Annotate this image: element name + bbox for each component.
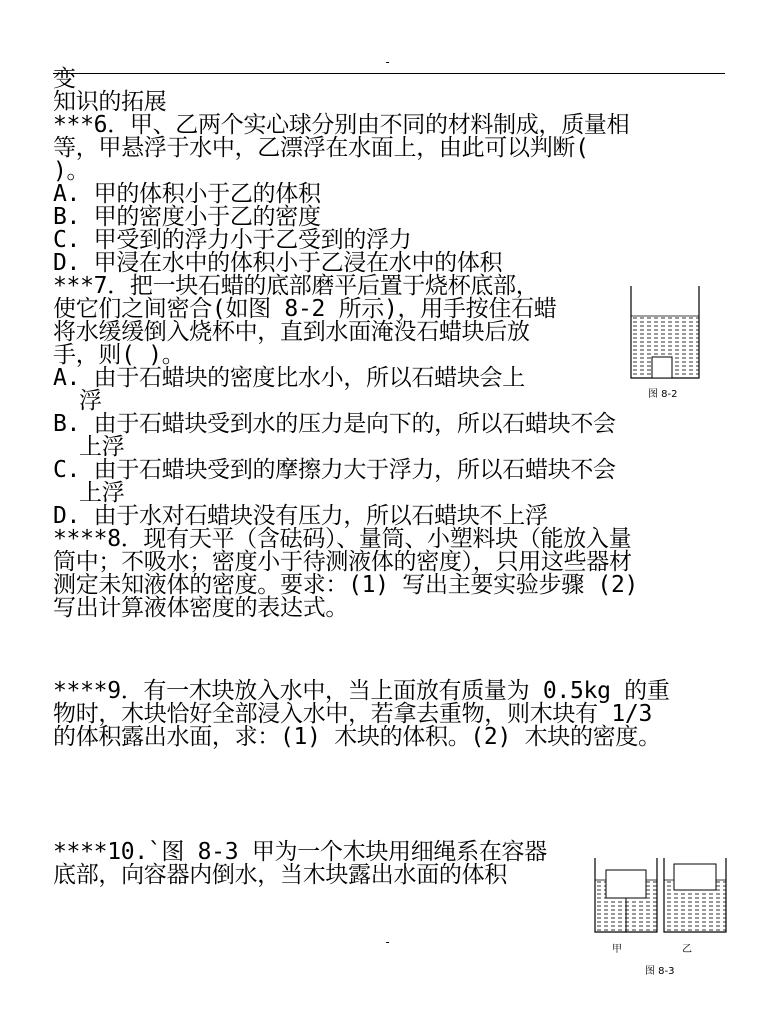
question-7-stem: 手，则( )。 xyxy=(53,342,185,368)
question-7-stem: 将水缓缓倒入烧杯中，直到水面淹没石蜡块后放 xyxy=(53,319,530,345)
question-8-stem: ****8．现有天平（含砝码）、量筒、小塑料块（能放入量 xyxy=(53,526,632,552)
question-8-stem: 写出计算液体密度的表达式。 xyxy=(53,595,349,621)
question-7-stem: ***7．把一块石蜡的底部磨平后置于烧杯底部， xyxy=(53,273,539,299)
question-6-stem: 等，甲悬浮于水中，乙漂浮在水面上，由此可以判断( xyxy=(53,135,589,161)
footer-mark: - xyxy=(384,935,392,949)
question-6-stem: ***6．甲、乙两个实心球分别由不同的材料制成，质量相 xyxy=(53,112,630,138)
answer-space xyxy=(53,749,743,841)
question-7-option-b: B. 由于石蜡块受到水的压力是向下的，所以石蜡块不会 xyxy=(53,411,616,437)
question-7-stem: 使它们之间密合(如图 8-2 所示)，用手按住石蜡 xyxy=(53,296,557,322)
question-7-option-d: D. 由于水对石蜡块没有压力，所以石蜡块不上浮 xyxy=(53,503,548,529)
question-7-option-a: 浮 xyxy=(79,388,102,414)
question-7-option-c: C. 由于石蜡块受到的摩擦力大于浮力，所以石蜡块不会 xyxy=(53,457,616,483)
section-heading: 知识的拓展 xyxy=(53,89,167,115)
question-6-stem: )。 xyxy=(53,158,90,184)
question-9-stem: 物时，木块恰好全部浸入水中，若拿去重物，则木块有 1/3 xyxy=(53,701,652,727)
figure-caption: 图 8-3 xyxy=(645,966,675,977)
question-6-option-b: B. 甲的密度小于乙的密度 xyxy=(53,204,321,230)
text-line: 变 xyxy=(53,66,76,92)
header-mark: - xyxy=(384,55,392,69)
question-6-option-c: C. 甲受到的浮力小于乙受到的浮力 xyxy=(53,227,412,253)
question-7-option-c: 上浮 xyxy=(79,480,125,506)
question-8-stem: 测定未知液体的密度。要求：(1) 写出主要实验步骤 (2) xyxy=(53,572,639,598)
question-7-option-b: 上浮 xyxy=(79,434,125,460)
figure-8-3 xyxy=(590,856,735,981)
question-9-stem: ****9．有一木块放入水中，当上面放有质量为 0.5kg 的重 xyxy=(53,678,670,704)
question-6-option-a: A. 甲的体积小于乙的体积 xyxy=(53,181,321,207)
question-8-stem: 筒中；不吸水；密度小于待测液体的密度），只用这些器材 xyxy=(53,549,632,575)
question-7-option-a: A. 由于石蜡块的密度比水小，所以石蜡块会上 xyxy=(53,365,525,391)
document-body xyxy=(53,68,743,887)
answer-space xyxy=(53,620,743,680)
figure-caption: 图 8-2 xyxy=(648,389,678,400)
figure-8-2 xyxy=(626,284,706,404)
question-10-stem: 底部，向容器内倒水，当木块露出水面的体积 xyxy=(53,862,508,888)
wood-block-jia xyxy=(606,870,646,898)
figure-label-jia: 甲 xyxy=(612,944,622,955)
question-10-stem: ****10.`图 8-3 甲为一个木块用细绳系在容器 xyxy=(53,839,547,865)
question-9-stem: 的体积露出水面，求：(1) 木块的体积。(2) 木块的密度。 xyxy=(53,724,661,750)
wax-block xyxy=(652,357,672,378)
question-6-option-d: D. 甲浸在水中的体积小于乙浸在水中的体积 xyxy=(53,250,503,276)
figure-label-yi: 乙 xyxy=(682,944,692,955)
wood-block-yi xyxy=(674,864,716,890)
